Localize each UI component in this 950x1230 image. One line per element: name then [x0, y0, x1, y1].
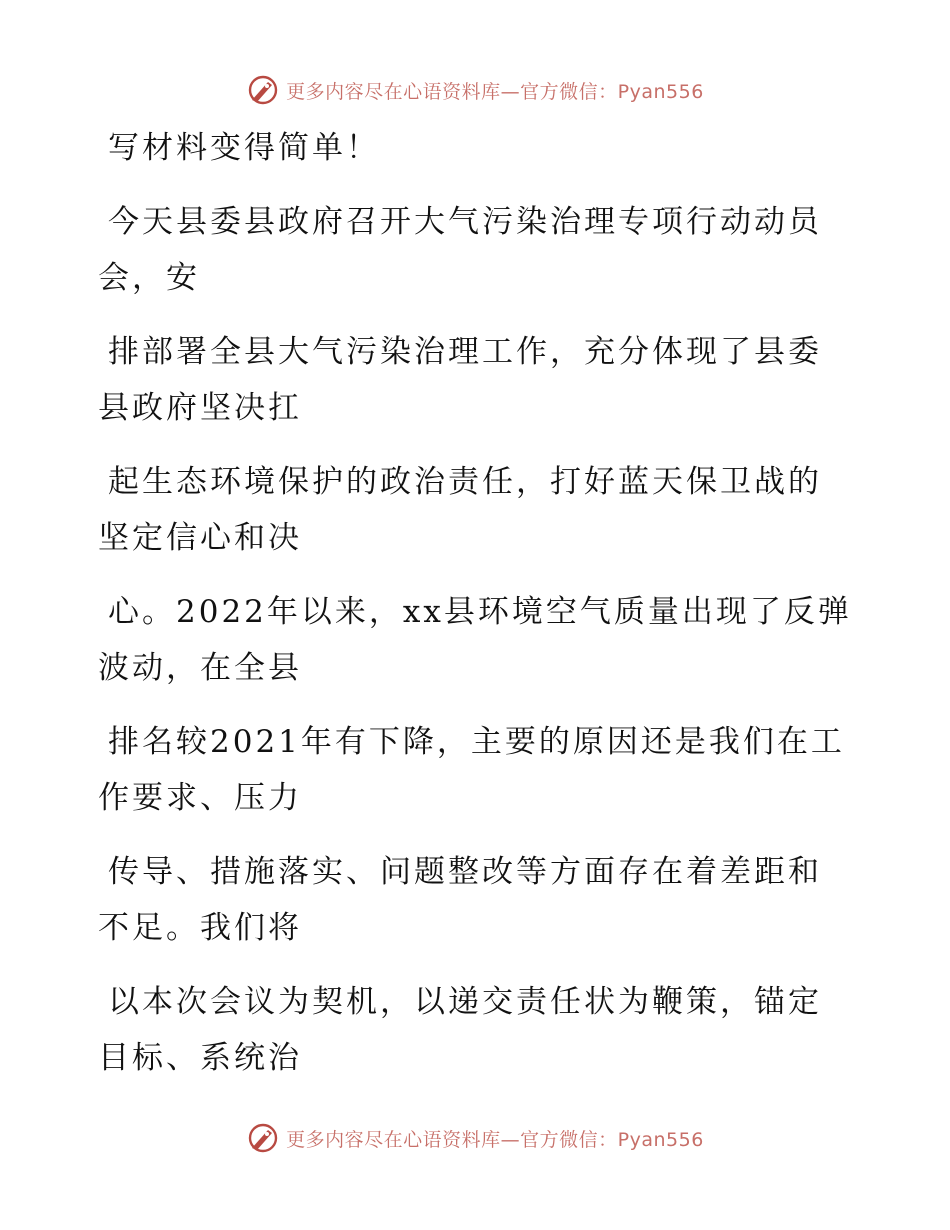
header-text: 更多内容尽在心语资料库—官方微信：Pyan556	[286, 80, 704, 103]
paragraph-line: 作要求、压力	[98, 780, 302, 816]
paragraph-line: 排名较2021年有下降，主要的原因还是我们在工	[108, 724, 845, 760]
paragraph-line: 以本次会议为契机，以递交责任状为鞭策，锚定	[108, 984, 822, 1020]
paragraph-line: 写材料变得简单！	[108, 130, 380, 166]
paragraph	[98, 974, 858, 1086]
paragraph	[98, 120, 858, 176]
pen-nib-circle-icon	[246, 1121, 280, 1155]
paragraph-line: 波动，在全县	[98, 650, 302, 686]
page-header	[0, 70, 950, 110]
paragraph	[98, 454, 858, 566]
paragraph	[98, 714, 858, 826]
paragraph	[98, 194, 858, 306]
paragraph-line: 传导、措施落实、问题整改等方面存在着差距和	[108, 854, 822, 890]
paragraph-line: 坚定信心和决	[98, 520, 302, 556]
pen-nib-circle-icon	[246, 73, 280, 107]
paragraph	[98, 324, 858, 436]
paragraph-line: 排部署全县大气污染治理工作，充分体现了县委	[108, 334, 822, 370]
page-footer	[0, 1118, 950, 1158]
paragraph-line: 今天县委县政府召开大气污染治理专项行动动员	[108, 204, 822, 240]
document-body	[98, 120, 858, 1086]
paragraph-line: 会，安	[98, 260, 200, 296]
footer-text: 更多内容尽在心语资料库—官方微信：Pyan556	[286, 1128, 704, 1151]
paragraph	[98, 584, 858, 696]
paragraph-line: 心。2022年以来，xx县环境空气质量出现了反弹	[108, 594, 852, 630]
paragraph-line: 不足。我们将	[98, 910, 302, 946]
paragraph-line: 起生态环境保护的政治责任，打好蓝天保卫战的	[108, 464, 822, 500]
paragraph-line: 目标、系统治	[98, 1040, 302, 1076]
paragraph	[98, 844, 858, 956]
paragraph-line: 县政府坚决扛	[98, 390, 302, 426]
